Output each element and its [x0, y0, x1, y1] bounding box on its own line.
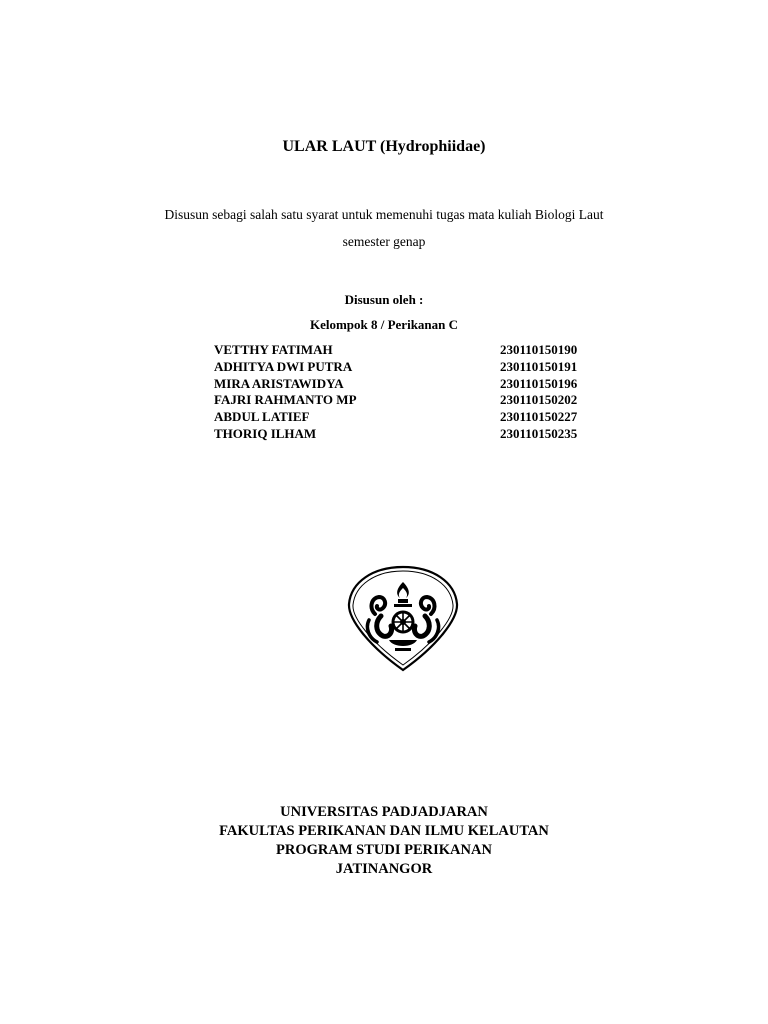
- member-row: [214, 426, 594, 443]
- member-nim: 230110150202: [500, 392, 578, 408]
- city-name: JATINANGOR: [335, 861, 433, 877]
- member-name: FAJRI RAHMANTO MP: [214, 392, 357, 408]
- faculty-name: FAKULTAS PERIKANAN DAN ILMU KELAUTAN: [219, 823, 549, 839]
- member-name: ADHITYA DWI PUTRA: [214, 358, 353, 374]
- member-row: [214, 376, 594, 393]
- members-list: [214, 342, 594, 443]
- member-name: ABDUL LATIEF: [214, 409, 310, 425]
- institution-block: [0, 803, 768, 879]
- member-nim: 230110150196: [500, 375, 578, 391]
- member-name: THORIQ ILHAM: [214, 425, 317, 441]
- member-name: VETTHY FATIMAH: [214, 342, 333, 357]
- document-title: ULAR LAUT (Hydrophiidae): [282, 138, 486, 155]
- subtitle-line-1: Disusun sebagi salah satu syarat untuk memenuhi tugas mata kuliah Biologi Laut: [164, 207, 604, 222]
- authors-label: Disusun oleh :: [344, 292, 424, 307]
- member-name: MIRA ARISTAWIDYA: [214, 375, 344, 391]
- member-nim: 230110150235: [500, 425, 578, 441]
- university-seal-icon: [345, 564, 461, 674]
- member-row: [214, 359, 594, 376]
- subtitle-line-2: semester genap: [342, 234, 426, 249]
- member-nim: 230110150190: [500, 342, 578, 357]
- member-nim: 230110150227: [500, 409, 578, 425]
- university-name: UNIVERSITAS PADJADJARAN: [280, 804, 488, 820]
- program-name: PROGRAM STUDI PERIKANAN: [276, 842, 492, 858]
- group-label: Kelompok 8 / Perikanan C: [309, 317, 459, 332]
- member-row: [214, 392, 594, 409]
- member-nim: 230110150191: [500, 358, 578, 374]
- member-row: [214, 409, 594, 426]
- member-row: [214, 342, 594, 359]
